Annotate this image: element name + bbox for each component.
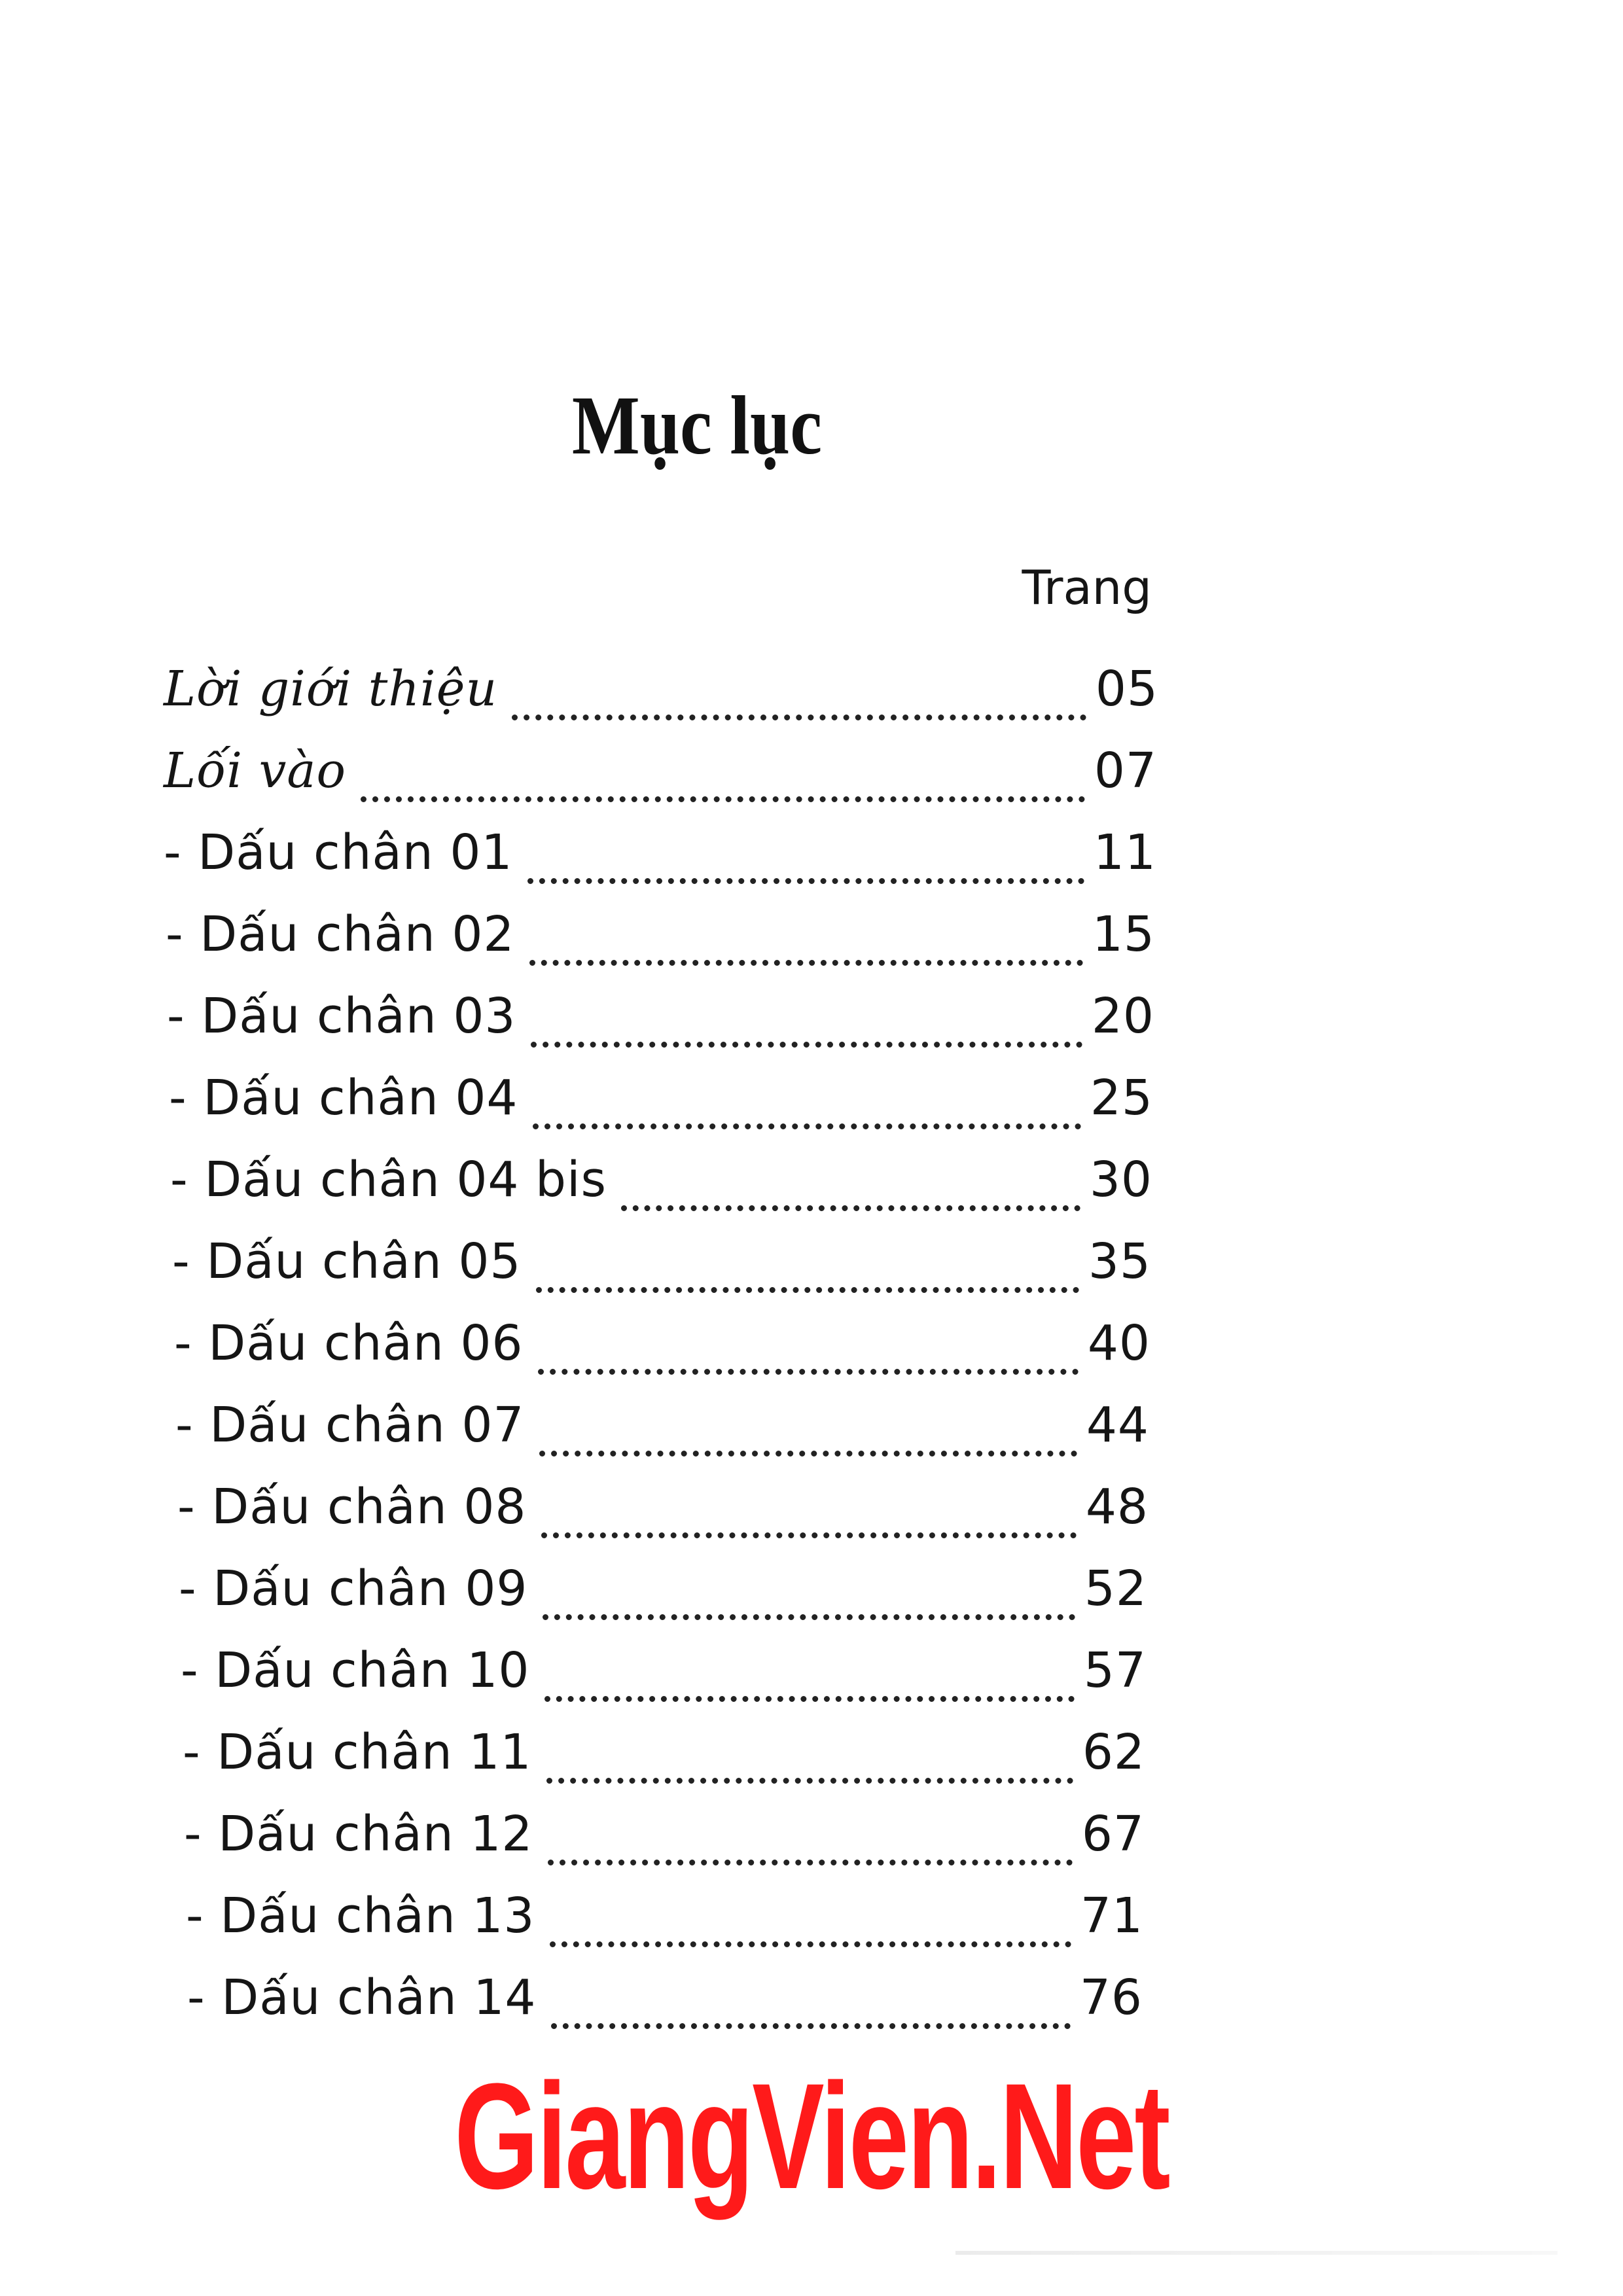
toc-entry — [164, 1070, 1158, 1152]
toc-entry-label: Lời giới thiệu — [164, 661, 498, 717]
toc-entry-label: - Dấu chân 05 — [172, 1233, 522, 1290]
dot-leader — [531, 1042, 1082, 1048]
dot-leader — [551, 2023, 1071, 2029]
toc-entry-page: 30 — [1089, 1152, 1152, 1208]
toc-entry-label: - Dấu chân 06 — [174, 1315, 524, 1371]
toc-entry-label: - Dấu chân 10 — [181, 1642, 530, 1699]
toc-entry-label: - Dấu chân 09 — [179, 1561, 528, 1617]
dot-leader — [541, 1532, 1077, 1538]
dot-leader — [544, 1696, 1075, 1702]
dot-leader — [621, 1205, 1080, 1211]
dot-leader — [543, 1614, 1075, 1620]
toc-entry-page: 40 — [1087, 1315, 1150, 1371]
dot-leader — [512, 715, 1086, 720]
toc-entry-label: - Dấu chân 12 — [184, 1806, 533, 1862]
toc-entry-page: 11 — [1093, 824, 1156, 881]
dot-leader — [539, 1451, 1077, 1457]
toc-entry — [164, 1479, 1158, 1561]
toc-entry — [164, 988, 1158, 1070]
toc-entry — [164, 1561, 1158, 1642]
page-title: Mục lục — [571, 378, 823, 472]
dot-leader — [527, 878, 1084, 884]
toc-entry-page: 15 — [1092, 906, 1155, 963]
toc-entry-page: 52 — [1084, 1561, 1147, 1617]
toc-entry — [164, 661, 1158, 743]
toc-entry-page: 35 — [1088, 1233, 1151, 1290]
toc-entry — [164, 1969, 1158, 2051]
toc-entry-page: 07 — [1094, 743, 1157, 799]
toc-entry — [164, 824, 1158, 906]
dot-leader — [536, 1287, 1079, 1293]
toc-entry — [164, 1152, 1158, 1233]
toc-entry — [164, 1888, 1158, 1969]
table-of-contents — [164, 661, 1158, 2051]
toc-entry-label: Lối vào — [164, 743, 347, 799]
toc-entry-page: 76 — [1079, 1969, 1143, 2026]
toc-entry-label: - Dấu chân 14 — [187, 1969, 537, 2026]
toc-entry — [164, 1397, 1158, 1479]
toc-entry — [164, 743, 1158, 824]
toc-entry-label: - Dấu chân 02 — [166, 906, 515, 963]
toc-entry-label: - Dấu chân 03 — [167, 988, 516, 1044]
toc-entry-page: 05 — [1095, 661, 1158, 717]
dot-leader — [529, 960, 1083, 966]
toc-entry — [164, 1233, 1158, 1315]
dot-leader — [548, 1860, 1073, 1865]
toc-entry-label: - Dấu chân 08 — [177, 1479, 527, 1535]
toc-entry-label: - Dấu chân 07 — [175, 1397, 525, 1453]
toc-entry-page: 25 — [1090, 1070, 1153, 1126]
toc-entry-page: 20 — [1091, 988, 1154, 1044]
toc-entry-page: 62 — [1082, 1724, 1145, 1780]
toc-entry-label: - Dấu chân 04 bis — [170, 1152, 607, 1208]
toc-entry-label: - Dấu chân 11 — [183, 1724, 532, 1780]
toc-entry-label: - Dấu chân 01 — [164, 824, 513, 881]
toc-entry-page: 71 — [1080, 1888, 1143, 1944]
toc-entry-page: 48 — [1085, 1479, 1149, 1535]
dot-leader — [550, 1941, 1071, 1947]
toc-entry-page: 57 — [1083, 1642, 1147, 1699]
toc-entry-page: 44 — [1086, 1397, 1149, 1453]
dot-leader — [546, 1778, 1073, 1784]
watermark-logo: GiangVien.Net — [454, 2052, 1169, 2220]
toc-entry — [164, 906, 1158, 988]
toc-entry-page: 67 — [1081, 1806, 1145, 1862]
toc-entry — [164, 1806, 1158, 1888]
toc-entry-label: - Dấu chân 13 — [186, 1888, 535, 1944]
toc-entry — [164, 1642, 1158, 1724]
toc-entry — [164, 1724, 1158, 1806]
dot-leader — [361, 796, 1085, 802]
dot-leader — [538, 1369, 1079, 1375]
dot-leader — [533, 1123, 1081, 1129]
scan-edge-line — [955, 2251, 1558, 2255]
toc-entry — [164, 1315, 1158, 1397]
toc-entry-label: - Dấu chân 04 — [169, 1070, 518, 1126]
page-column-label: Trang — [1022, 560, 1152, 615]
